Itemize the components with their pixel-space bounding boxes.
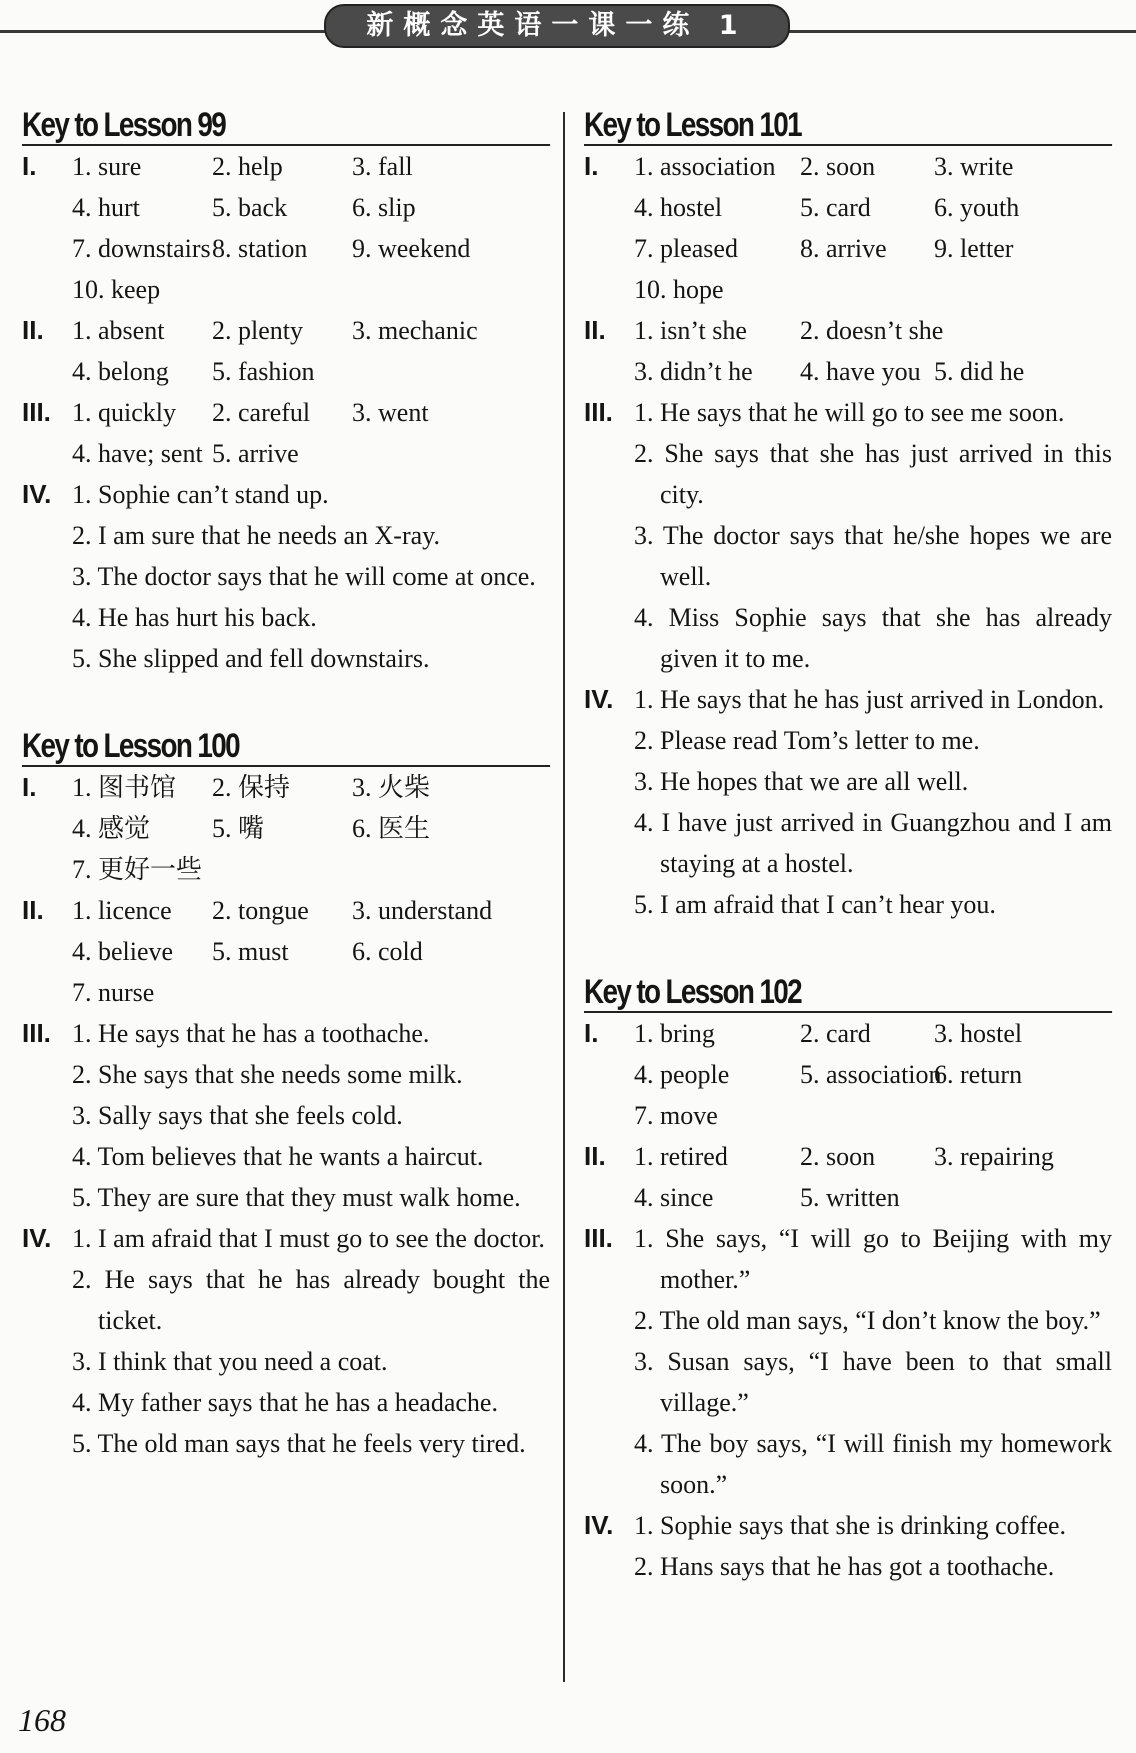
answer-item: 1. quickly bbox=[72, 398, 176, 427]
answer-item: 2. plenty bbox=[212, 316, 303, 345]
lesson-title: Key to Lesson 102 bbox=[584, 973, 1112, 1013]
answer-sentence: 5. They are sure that they must walk home. bbox=[72, 1183, 521, 1212]
answer-grid bbox=[72, 310, 550, 392]
answer-grid bbox=[634, 146, 1112, 310]
exercise-section bbox=[584, 1136, 1112, 1218]
section-numeral: III. bbox=[584, 397, 613, 427]
answer-sentence: 1. He says that he will go to see me soon. bbox=[634, 398, 1065, 427]
section-numeral: III. bbox=[22, 1018, 51, 1048]
lesson-key bbox=[22, 727, 550, 1464]
section-numeral: II. bbox=[584, 1141, 606, 1171]
answer-sentence: 1. He says that he has a toothache. bbox=[72, 1019, 430, 1048]
answer-item: 5. card bbox=[800, 193, 871, 222]
answer-item: 3. fall bbox=[352, 152, 413, 181]
answer-sentence: 1. I am afraid that I must go to see the doctor. bbox=[72, 1224, 545, 1253]
answer-sentence: 3. He hopes that we are all well. bbox=[634, 767, 969, 796]
answer-item: 4. belong bbox=[72, 357, 169, 386]
answer-item: 4. since bbox=[634, 1183, 714, 1212]
answer-sentence: 5. The old man says that he feels very tired. bbox=[72, 1429, 526, 1458]
left-column bbox=[22, 106, 550, 1512]
answer-item: 2. doesn’t she bbox=[800, 316, 944, 345]
answer-sentence: 2. The old man says, “I don’t know the boy.” bbox=[634, 1306, 1101, 1335]
answer-item: 4. have you bbox=[800, 357, 921, 386]
answer-item: 3. 火柴 bbox=[352, 773, 431, 802]
answer-item: 3. went bbox=[352, 398, 429, 427]
answer-item: 10. hope bbox=[634, 275, 724, 304]
answer-sentence: 2. He says that he has already bought the ticket. bbox=[72, 1265, 550, 1335]
answer-item: 3. write bbox=[934, 152, 1014, 181]
answer-sentence: 2. She says that she has just arrived in this city. bbox=[634, 439, 1112, 509]
book-title-banner: 新概念英语一课一练 1 bbox=[324, 4, 790, 48]
answer-grid bbox=[634, 1013, 1112, 1136]
answer-item: 1. licence bbox=[72, 896, 172, 925]
answer-sentence: 1. She says, “I will go to Beijing with my mother.” bbox=[634, 1224, 1112, 1294]
answer-sentence: 4. My father says that he has a headache. bbox=[72, 1388, 498, 1417]
answer-item: 1. absent bbox=[72, 316, 165, 345]
answer-item: 4. have; sent bbox=[72, 439, 203, 468]
lesson-key bbox=[584, 973, 1112, 1587]
answer-item: 2. tongue bbox=[212, 896, 309, 925]
answer-sentence: 5. She slipped and fell downstairs. bbox=[72, 644, 430, 673]
lesson-title: Key to Lesson 99 bbox=[22, 106, 550, 146]
section-numeral: III. bbox=[584, 1223, 613, 1253]
exercise-section bbox=[22, 767, 550, 890]
answer-sentence: 1. He says that he has just arrived in London. bbox=[634, 685, 1105, 714]
answer-item: 3. hostel bbox=[934, 1019, 1023, 1048]
answer-item: 1. isn’t she bbox=[634, 316, 747, 345]
answer-item: 10. keep bbox=[72, 275, 161, 304]
answer-sentence: 4. Tom believes that he wants a haircut. bbox=[72, 1142, 484, 1171]
answer-grid bbox=[634, 310, 1112, 392]
answer-sentence: 3. Susan says, “I have been to that small village.” bbox=[634, 1347, 1112, 1417]
answer-item: 3. understand bbox=[352, 896, 493, 925]
exercise-section bbox=[584, 1013, 1112, 1136]
answer-item: 3. didn’t he bbox=[634, 357, 753, 386]
answer-item: 4. people bbox=[634, 1060, 730, 1089]
answer-sentence: 3. I think that you need a coat. bbox=[72, 1347, 388, 1376]
exercise-section bbox=[584, 146, 1112, 310]
answer-grid bbox=[634, 1136, 1112, 1218]
section-numeral: II. bbox=[22, 315, 44, 345]
section-numeral: IV. bbox=[584, 1510, 614, 1540]
section-numeral: I. bbox=[584, 1018, 599, 1048]
answer-grid bbox=[72, 392, 550, 474]
lesson-key bbox=[22, 106, 550, 679]
exercise-section bbox=[22, 392, 550, 474]
answer-sentence: 3. The doctor says that he/she hopes we are well. bbox=[634, 521, 1112, 591]
answer-sentence: 3. The doctor says that he will come at once. bbox=[72, 562, 536, 591]
page-number: 168 bbox=[18, 1702, 66, 1738]
answer-item: 6. youth bbox=[934, 193, 1020, 222]
answer-sentence: 4. Miss Sophie says that she has already given it to me. bbox=[634, 603, 1112, 673]
answer-item: 2. card bbox=[800, 1019, 871, 1048]
answer-item: 3. repairing bbox=[934, 1142, 1054, 1171]
answer-item: 2. careful bbox=[212, 398, 311, 427]
exercise-section bbox=[22, 474, 550, 679]
exercise-section bbox=[584, 1505, 1112, 1587]
answer-item: 5. must bbox=[212, 937, 289, 966]
answer-item: 2. help bbox=[212, 152, 283, 181]
section-numeral: IV. bbox=[584, 684, 614, 714]
answer-sentence: 2. I am sure that he needs an X-ray. bbox=[72, 521, 440, 550]
answer-item: 5. back bbox=[212, 193, 288, 222]
answer-sentence: 3. Sally says that she feels cold. bbox=[72, 1101, 403, 1130]
answer-item: 4. hostel bbox=[634, 193, 723, 222]
answer-sentence: 4. The boy says, “I will finish my homework soon.” bbox=[634, 1429, 1112, 1499]
section-numeral: II. bbox=[22, 895, 44, 925]
answer-grid bbox=[72, 890, 550, 1013]
exercise-section bbox=[22, 890, 550, 1013]
answer-sentence: 2. She says that she needs some milk. bbox=[72, 1060, 463, 1089]
section-numeral: II. bbox=[584, 315, 606, 345]
answer-item: 4. believe bbox=[72, 937, 174, 966]
lesson-title: Key to Lesson 100 bbox=[22, 727, 550, 767]
answer-sentence: 5. I am afraid that I can’t hear you. bbox=[634, 890, 996, 919]
answer-sentence: 4. He has hurt his back. bbox=[72, 603, 317, 632]
right-column bbox=[584, 106, 1112, 1635]
answer-sentence: 4. I have just arrived in Guangzhou and I am staying at a hostel. bbox=[634, 808, 1112, 878]
section-numeral: I. bbox=[22, 151, 37, 181]
answer-item: 6. 医生 bbox=[352, 814, 431, 843]
answer-item: 1. retired bbox=[634, 1142, 728, 1171]
answer-item: 4. 感觉 bbox=[72, 814, 151, 843]
answer-item: 8. arrive bbox=[800, 234, 887, 263]
section-numeral: I. bbox=[22, 772, 37, 802]
section-numeral: III. bbox=[22, 397, 51, 427]
answer-item: 9. letter bbox=[934, 234, 1014, 263]
answer-grid bbox=[72, 767, 550, 890]
answer-sentence: 2. Hans says that he has got a toothache. bbox=[634, 1552, 1055, 1581]
answer-item: 4. hurt bbox=[72, 193, 140, 222]
section-numeral: IV. bbox=[22, 1223, 52, 1253]
answer-item: 5. arrive bbox=[212, 439, 299, 468]
section-numeral: IV. bbox=[22, 479, 52, 509]
answer-sentence: 1. Sophie says that she is drinking coffee. bbox=[634, 1511, 1067, 1540]
answer-item: 7. pleased bbox=[634, 234, 738, 263]
answer-item: 5. 嘴 bbox=[212, 814, 265, 843]
column-divider bbox=[563, 112, 565, 1682]
answer-item: 7. downstairs bbox=[72, 234, 211, 263]
answer-item: 6. slip bbox=[352, 193, 416, 222]
exercise-section bbox=[584, 310, 1112, 392]
answer-item: 5. association bbox=[800, 1060, 942, 1089]
answer-item: 8. station bbox=[212, 234, 308, 263]
answer-item: 7. move bbox=[634, 1101, 718, 1130]
answer-item: 2. soon bbox=[800, 1142, 876, 1171]
answer-item: 3. mechanic bbox=[352, 316, 478, 345]
answer-item: 9. weekend bbox=[352, 234, 471, 263]
answer-item bbox=[934, 310, 1112, 351]
exercise-section bbox=[584, 1218, 1112, 1505]
exercise-section bbox=[584, 392, 1112, 679]
answer-item: 1. association bbox=[634, 152, 776, 181]
exercise-section bbox=[22, 146, 550, 310]
page-header bbox=[0, 0, 1136, 48]
answer-grid bbox=[72, 146, 550, 310]
answer-item: 1. sure bbox=[72, 152, 142, 181]
answer-item: 2. 保持 bbox=[212, 773, 291, 802]
answer-item: 5. did he bbox=[934, 357, 1025, 386]
answer-item: 5. fashion bbox=[212, 357, 315, 386]
section-numeral: I. bbox=[584, 151, 599, 181]
answer-item: 6. return bbox=[934, 1060, 1023, 1089]
exercise-section bbox=[22, 310, 550, 392]
answer-sentence: 2. Please read Tom’s letter to me. bbox=[634, 726, 980, 755]
exercise-section bbox=[22, 1218, 550, 1464]
answer-item: 5. written bbox=[800, 1183, 900, 1212]
exercise-section bbox=[22, 1013, 550, 1218]
answer-sentence: 1. Sophie can’t stand up. bbox=[72, 480, 329, 509]
exercise-section bbox=[584, 679, 1112, 925]
answer-item: 1. 图书馆 bbox=[72, 773, 177, 802]
answer-item: 7. nurse bbox=[72, 978, 155, 1007]
answer-item: 6. cold bbox=[352, 937, 423, 966]
answer-item: 7. 更好一些 bbox=[72, 855, 203, 884]
lesson-title: Key to Lesson 101 bbox=[584, 106, 1112, 146]
lesson-key bbox=[584, 106, 1112, 925]
answer-item: 1. bring bbox=[634, 1019, 715, 1048]
answer-item: 2. soon bbox=[800, 152, 876, 181]
